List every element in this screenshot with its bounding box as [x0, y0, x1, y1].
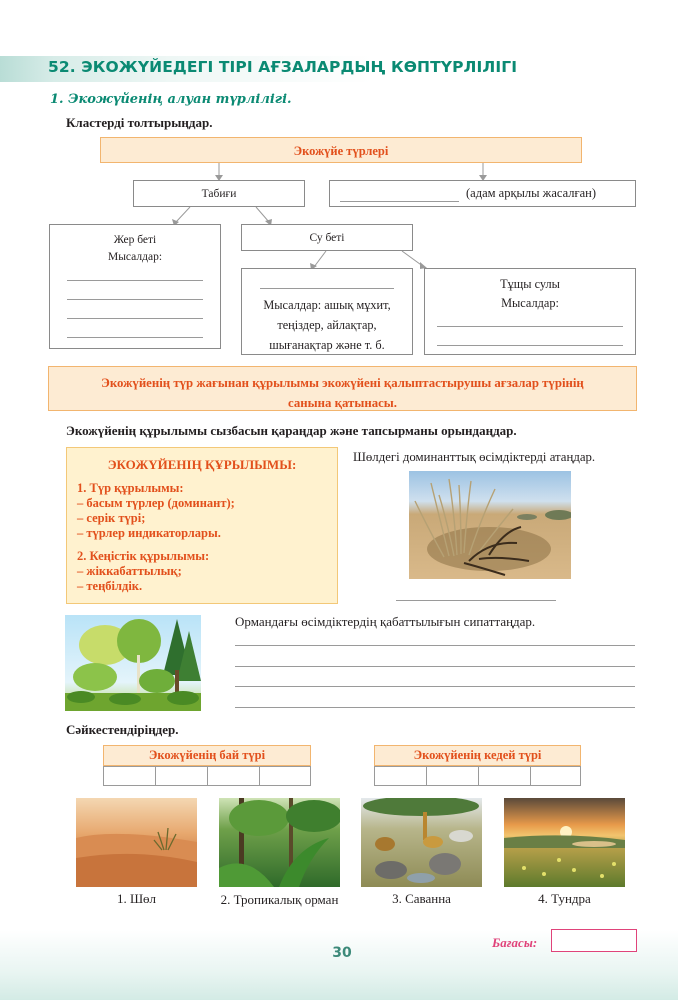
structure-instruction: Экожүйенің құрылымы сызбасын қараңдар және тапсырманы орындаңдар.: [66, 423, 517, 438]
fresh-water-title: Тұщы сулы: [500, 277, 560, 291]
page-title: 52. ЭКОЖҮЙЕДЕГІ ТІРІ АҒЗАЛАРДЫҢ КӨПТҮРЛІЛІГІ: [48, 58, 518, 76]
tropical-forest-photo: [219, 798, 340, 887]
species-item: – басым түрлер (доминант);: [77, 496, 235, 510]
poor-ecosystem-header: Экожүйенің кедей түрі: [374, 745, 581, 766]
caption-tundra: 4. Тундра: [538, 891, 591, 906]
answer-line[interactable]: [67, 299, 203, 300]
natural-label: Табиғи: [201, 188, 237, 200]
answer-line[interactable]: [437, 326, 623, 327]
spatial-item: – жіккабаттылық;: [77, 564, 182, 578]
salt-water-examples: Мысалдар: ашық мұхит, теңіздер, айлақтар, шығанақтар және т. б.: [263, 298, 391, 352]
land-examples-label: Мысалдар:: [107, 251, 163, 263]
artificial-blank-line[interactable]: [340, 201, 459, 202]
cluster-root: [100, 137, 582, 163]
poor-answer-cell[interactable]: [478, 766, 531, 786]
tundra-photo: [504, 798, 625, 887]
matching-instruction: Сәйкестендіріңдер.: [66, 722, 179, 737]
rich-answer-cell[interactable]: [259, 766, 311, 786]
rich-ecosystem-header: Экожүйенің бай түрі: [103, 745, 311, 766]
desert-dunes-illustration: [76, 798, 197, 887]
answer-line[interactable]: [235, 707, 635, 708]
answer-line[interactable]: [235, 645, 635, 646]
caption-tropical-forest: 2. Тропикалық орман: [220, 892, 339, 907]
caption-savanna: 3. Саванна: [392, 891, 451, 906]
poor-answer-cell[interactable]: [426, 766, 479, 786]
answer-line[interactable]: [437, 345, 623, 346]
cluster-instruction: Кластерді толтырыңдар.: [66, 115, 213, 130]
spatial-item: – теңбілдік.: [77, 579, 143, 593]
desert-answer-line[interactable]: [396, 600, 556, 601]
species-item: – серік түрі;: [77, 511, 146, 525]
natural-box: [133, 180, 305, 207]
answer-line[interactable]: [67, 318, 203, 319]
answer-line[interactable]: [235, 666, 635, 667]
answer-line[interactable]: [67, 337, 203, 338]
species-structure-title: 1. Түр құрылымы:: [77, 481, 184, 495]
definition-box: [48, 366, 637, 411]
savanna-animals-illustration: [361, 798, 482, 887]
structure-box: [66, 447, 338, 604]
fresh-water-examples-label: Мысалдар:: [501, 296, 559, 310]
cluster-root-label: Экожүйе түрлері: [293, 144, 389, 158]
salt-water-box: [241, 268, 413, 355]
water-label: Су беті: [309, 232, 345, 244]
grade-label: Бағасы:: [492, 935, 538, 950]
artificial-box: [329, 180, 636, 207]
desert-plant-photo: [409, 471, 571, 579]
forest-task: Ормандағы өсімдіктердің қабаттылығын сипаттаңдар.: [235, 614, 536, 629]
tropical-forest-illustration: [219, 798, 340, 887]
tundra-sunset-illustration: [504, 798, 625, 887]
desert-task: Шөлдегі доминанттық өсімдіктерді атаңдар.: [353, 450, 596, 464]
answer-line[interactable]: [235, 686, 635, 687]
rich-answer-cell[interactable]: [207, 766, 260, 786]
species-item: – түрлер индикаторлары.: [77, 526, 221, 540]
definition-text: Экожүйенің түр жағынан құрылымы экожүйені қалыптастырушы ағзалар түрінің санына қатынасы.: [101, 376, 584, 410]
poor-answer-cell[interactable]: [530, 766, 581, 786]
poor-answer-cell[interactable]: [374, 766, 427, 786]
desert-photo: [76, 798, 197, 887]
land-title: Жер беті: [113, 234, 157, 246]
desert-plant-illustration: [409, 471, 571, 579]
structure-title: ЭКОЖҮЙЕНІҢ ҚҰРЫЛЫМЫ:: [107, 457, 297, 472]
artificial-label: (адам арқылы жасалған): [466, 186, 596, 200]
page-number: 30: [332, 945, 352, 961]
rich-answer-cell[interactable]: [103, 766, 156, 786]
savanna-photo: [361, 798, 482, 887]
structure-list: [77, 481, 235, 594]
grade-field[interactable]: [551, 929, 637, 952]
fresh-water-box: [424, 268, 636, 355]
land-box: [49, 224, 221, 349]
water-box: [241, 224, 413, 251]
salt-water-blank-line[interactable]: [260, 288, 394, 289]
section-subtitle: 1. Экожүйенің алуан түрлілігі.: [50, 92, 292, 107]
forest-photo: [65, 615, 201, 711]
spatial-structure-title: 2. Кеңістік құрылымы:: [77, 549, 210, 563]
answer-line[interactable]: [67, 280, 203, 281]
forest-layers-illustration: [65, 615, 201, 711]
rich-answer-cell[interactable]: [155, 766, 208, 786]
caption-desert: 1. Шөл: [116, 891, 157, 906]
